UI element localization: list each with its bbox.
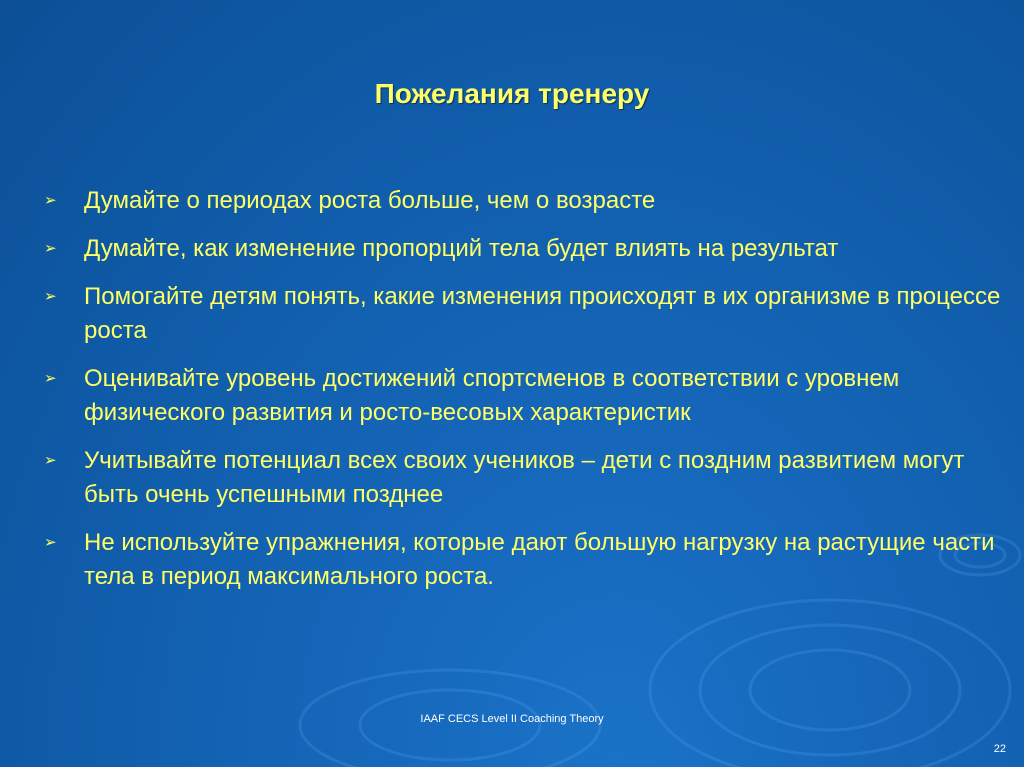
bullet-text: Думайте о периодах роста больше, чем о возрасте <box>84 187 656 214</box>
arrow-bullet-icon: ➢ <box>44 240 57 257</box>
arrow-bullet-icon: ➢ <box>44 534 57 551</box>
bullet-text: Не используйте упражнения, которые дают большую нагрузку на растущие части тела в период максимального роста. <box>84 529 995 590</box>
list-item <box>44 526 1014 594</box>
bullet-list <box>44 184 1014 608</box>
arrow-bullet-icon: ➢ <box>44 370 57 387</box>
bullet-text: Помогайте детям понять, какие изменения происходят в их организме в процессе роста <box>84 283 1001 344</box>
list-item <box>44 444 1014 512</box>
page-number: 22 <box>993 743 1006 755</box>
arrow-bullet-icon: ➢ <box>44 288 57 305</box>
list-item <box>44 362 1014 430</box>
bullet-text: Думайте, как изменение пропорций тела будет влиять на результат <box>84 235 839 262</box>
arrow-bullet-icon: ➢ <box>44 452 57 469</box>
arrow-bullet-icon: ➢ <box>44 192 57 209</box>
list-item <box>44 280 1014 348</box>
list-item <box>44 184 1014 218</box>
slide-footer: IAAF CECS Level II Coaching Theory <box>420 713 604 725</box>
slide-title: Пожелания тренеру <box>374 78 650 109</box>
bullet-text: Учитывайте потенциал всех своих учеников – дети с поздним развитием могут быть очень успешными позднее <box>84 447 965 508</box>
bullet-text: Оценивайте уровень достижений спортсменов в соответствии с уровнем физического развития и росто-весовых характеристик <box>84 365 900 426</box>
list-item <box>44 232 1014 266</box>
